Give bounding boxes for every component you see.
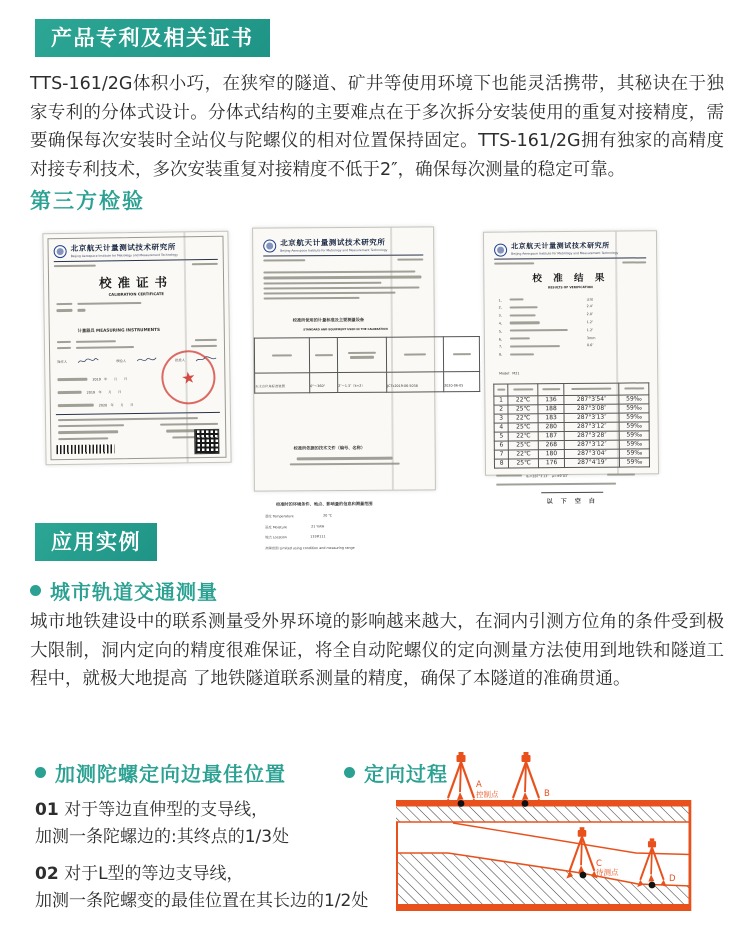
text-line xyxy=(494,262,534,265)
date-value: 2020 年 月 日 xyxy=(98,403,134,408)
text-line xyxy=(195,338,217,340)
text-line xyxy=(510,353,534,355)
signature-operator xyxy=(57,356,99,366)
table-cell: 136 xyxy=(538,395,564,404)
signature-scribble xyxy=(77,356,99,365)
table-cell: 287°3′12″ xyxy=(564,440,619,449)
label-a-sub: 控制点 xyxy=(476,790,499,799)
sig-label: 操作人 xyxy=(57,360,68,365)
text-line xyxy=(496,474,522,476)
table-cell: 59‰ xyxy=(619,430,649,439)
sight-line xyxy=(453,823,691,855)
point-d-dot xyxy=(649,882,656,889)
env-value: 20 ℃ xyxy=(323,513,332,518)
table-footer-row2 xyxy=(496,482,648,486)
table-cell: 22℃ xyxy=(508,395,538,404)
position-item-1 xyxy=(35,795,268,820)
cert1-title-en: CALIBRATION CERTIFICATE xyxy=(108,292,164,298)
item-number: 1、 xyxy=(498,298,504,303)
footer-values: α₀=287°3′13″ μ=±9″03″ xyxy=(526,473,569,478)
institute-name-cn: 北京航天计量测试技术研究所 xyxy=(280,237,386,248)
table-cell: 25℃ xyxy=(509,458,539,467)
text-line xyxy=(510,329,568,332)
field-row xyxy=(56,307,216,311)
cell-text: 2020-06-05 xyxy=(444,384,464,389)
standards-heading-wrap xyxy=(254,307,434,334)
label-c: C xyxy=(596,859,602,869)
label-a: A xyxy=(476,780,482,790)
cert3-table-body xyxy=(494,394,650,467)
institute-logo-icon xyxy=(494,243,507,256)
text-line xyxy=(57,378,87,381)
table-cell: 4 xyxy=(494,423,508,432)
text-line xyxy=(404,354,426,356)
sig-label: 批准人 xyxy=(175,358,186,363)
table-cell: 5 xyxy=(494,432,508,441)
cert3-title: 校 准 结 果 xyxy=(532,272,609,285)
table-cell xyxy=(387,372,444,392)
text-line xyxy=(58,424,124,427)
text-line xyxy=(54,265,96,268)
table-cell: 287°3′28″ xyxy=(564,431,619,440)
text-line xyxy=(510,337,530,339)
patent-paragraph: TTS-161/2G体积小巧，在狭窄的隧道、矿井等使用环境下也能灵活携带，其秘诀在于独家专利的分体式设计。分体式结构的主要难点在于多次拆分安装使用的重复对接精度，需要确保每次安装时全站仪与陀螺仪的相对位置保持固定。TTS-161/2G拥有独家的高精度对接专利技术，多次安装重复对接精度不低于2″，确保每次测量的稳定可靠。 xyxy=(30,74,724,180)
field-row xyxy=(57,345,217,349)
point-b-dot xyxy=(522,800,529,807)
cell-text: JCTx2019-06-5038 xyxy=(387,384,419,389)
table-header-cell xyxy=(619,382,649,394)
cert-header xyxy=(54,241,218,260)
env-heading-wrap xyxy=(255,490,435,510)
table-cell: 22℃ xyxy=(509,449,539,458)
text-line xyxy=(510,306,538,308)
item-number: 3、 xyxy=(498,313,505,318)
env-label: 湿度 Moisture xyxy=(265,525,288,530)
text-line xyxy=(542,388,560,390)
text-line xyxy=(607,473,635,475)
field-row xyxy=(56,301,216,305)
bottom-bar xyxy=(396,904,691,911)
text-line xyxy=(57,347,71,349)
table-cell: 268 xyxy=(538,440,564,449)
env-label: 温度 Temperature xyxy=(265,514,294,519)
table-cell: 183 xyxy=(538,413,564,422)
table-cell: 188 xyxy=(538,404,564,413)
text-line xyxy=(263,281,381,284)
table-header-cell xyxy=(254,338,309,373)
text-line xyxy=(348,352,376,354)
text-line xyxy=(58,417,198,421)
standards-heading-en: STANDARD AND EQUIPMENT USED IN THE CALIBRATION xyxy=(303,327,388,332)
position-item-2-line2: 加测一条陀螺变的最佳位置在其长边的1/2处 xyxy=(35,891,369,911)
certificate-standards-page xyxy=(252,226,464,551)
doc-heading: 校准所依据的技术文件（编号、名称） xyxy=(293,445,366,452)
right-edge-line xyxy=(689,800,692,911)
tripod-icon-a xyxy=(445,752,478,806)
table-cell xyxy=(255,373,310,393)
address-row xyxy=(58,423,218,427)
item-number: 01 xyxy=(35,800,59,820)
item-value: 2.4″ xyxy=(586,304,593,309)
text-line xyxy=(263,286,419,289)
item-number: 02 xyxy=(35,864,59,884)
institute-logo-icon xyxy=(54,245,67,258)
table-cell: 287°4′19″ xyxy=(565,458,620,467)
table-cell: 187 xyxy=(538,431,564,440)
text-line xyxy=(58,431,118,434)
text-line xyxy=(397,258,423,260)
table-cell: 22℃ xyxy=(508,413,538,422)
barcode xyxy=(56,444,114,454)
item-value: 1.2″ xyxy=(586,320,594,325)
table-cell xyxy=(338,373,387,393)
item-value: 3mm xyxy=(586,335,596,340)
heading-label: 城市轨道交通测量 xyxy=(50,580,218,604)
badge-label: 应用实例 xyxy=(51,530,141,554)
left-edge-line xyxy=(396,822,398,911)
table-header-cell xyxy=(444,337,480,372)
text-line xyxy=(622,261,646,263)
cell-text: 0°～360° xyxy=(310,384,326,389)
text-line xyxy=(297,457,393,460)
text-line xyxy=(76,346,134,349)
env-row xyxy=(265,511,425,521)
env-label: 测量范围 Limited using condition and measuring range xyxy=(265,545,355,551)
env-value: 133#111 xyxy=(310,534,326,539)
date-value: 2019 年 月 日 xyxy=(86,390,122,395)
text-line xyxy=(264,292,396,295)
text-line xyxy=(77,309,85,311)
item-value: 2.0″ xyxy=(586,312,593,317)
urban-rail-heading xyxy=(30,576,218,605)
point-a-dot xyxy=(458,800,465,807)
text-line xyxy=(315,354,333,356)
institute-logo-icon xyxy=(263,239,276,252)
standards-heading-cn: 校准所使用的计量标准及主要测量设备 xyxy=(292,317,365,324)
table-cell: 6 xyxy=(494,441,508,450)
text-line xyxy=(58,437,108,440)
cert-meta-row xyxy=(54,263,218,267)
table-cell: 180 xyxy=(538,449,564,458)
text-line xyxy=(350,356,374,358)
cert1-title: 校准证书 xyxy=(98,274,174,291)
cert-meta-row xyxy=(263,258,423,261)
table-cell: 59‰ xyxy=(619,403,649,412)
table-cell: 176 xyxy=(538,458,564,467)
cell-text: 2″～1.3″（k=2） xyxy=(338,384,365,389)
bullet-icon xyxy=(344,767,355,778)
standards-table-header xyxy=(254,337,479,374)
table-cell: 25℃ xyxy=(509,440,539,449)
institute-name-en: Beijing Aerospace Institute for Metrology and Measurement Technology xyxy=(280,248,388,253)
header-rule xyxy=(263,254,423,256)
cert3-title-en: RESULTS OF VERIFICATION xyxy=(548,285,593,290)
table-cell: 287°3′12″ xyxy=(564,422,619,431)
table-cell: 280 xyxy=(538,422,564,431)
item-text: 对于等边直伸型的支导线， xyxy=(58,800,269,820)
table-cell: 59‰ xyxy=(620,457,650,466)
text-line xyxy=(192,263,218,266)
bullet-icon xyxy=(35,767,46,778)
text-line xyxy=(290,462,400,465)
header-rule xyxy=(494,257,646,259)
signature-scribble xyxy=(136,356,158,365)
cell-text: 天文方位角标准装置 xyxy=(255,384,285,389)
results-list xyxy=(484,294,657,358)
label-d: D xyxy=(669,874,676,884)
env-row xyxy=(265,542,425,552)
text-line xyxy=(513,388,533,390)
table-header-cell xyxy=(508,383,538,395)
results-table xyxy=(493,382,650,468)
cert-fold-line xyxy=(183,232,188,462)
upper-ground-hatch xyxy=(396,807,691,823)
table-cell: 22℃ xyxy=(508,431,538,440)
text-line xyxy=(76,340,116,343)
qr-code xyxy=(195,430,218,453)
cert2-paragraph-lines xyxy=(263,271,423,300)
field-row xyxy=(57,338,217,342)
table-cell: 25℃ xyxy=(508,422,538,431)
text-line xyxy=(510,314,536,316)
env-value: 21 %RH xyxy=(310,524,325,529)
surface-bar xyxy=(396,800,691,807)
item-value: 正常 xyxy=(586,297,593,302)
institute-name-en: Beijing Aerospace Institute for Metrology and Measurement Technology xyxy=(511,251,619,256)
text-line xyxy=(571,388,611,391)
table-cell: 287°3′04″ xyxy=(564,449,619,458)
text-line xyxy=(77,302,141,305)
stamp-star-icon: ★ xyxy=(179,366,197,388)
institute-name-cn: 北京航天计量测试技术研究所 xyxy=(70,242,176,253)
section-badge-applications xyxy=(35,523,157,561)
text-line xyxy=(510,345,560,348)
table-header-cell xyxy=(494,384,508,396)
table-header-cell xyxy=(338,338,387,373)
table-header-cell xyxy=(387,337,444,372)
table-cell: 59‰ xyxy=(619,439,649,448)
result-item xyxy=(499,349,643,358)
item-value: 1.2″ xyxy=(586,328,594,333)
table-cell xyxy=(310,373,338,393)
item-value: 0.6″ xyxy=(586,343,594,348)
table-cell: 59‰ xyxy=(620,448,650,457)
doc-heading-wrap xyxy=(255,435,435,466)
table-cell: 287°3′54″ xyxy=(564,395,619,404)
heading-label: 定向过程 xyxy=(364,762,448,786)
text-line xyxy=(58,404,94,407)
badge-label: 产品专利及相关证书 xyxy=(51,26,254,50)
table-cell: 3 xyxy=(494,414,508,423)
application-paragraph: 城市地铁建设中的联系测量受外界环境的影响越来越大，在洞内引测方位角的条件受到极大限制，洞内定向的精度很难保证，将全自动陀螺仪的定向测量方法使用到地铁和隧道工程中，就极大地提高 了地铁隧道联系测量的精度，确保了本隧道的准确贯通。 xyxy=(30,612,724,689)
table-cell: 287°3′13″ xyxy=(564,413,619,422)
standards-table xyxy=(254,336,480,394)
env-row xyxy=(265,532,425,542)
item-number: 2、 xyxy=(498,306,505,310)
third-party-heading: 第三方检验 xyxy=(30,189,145,213)
instruments-heading: 计量器具 MEASURING INSTRUMENTS xyxy=(77,326,161,334)
tripod-icon-b xyxy=(510,752,543,806)
env-row xyxy=(265,521,425,531)
table-cell: 59‰ xyxy=(619,421,649,430)
text-line xyxy=(264,297,360,300)
item-number: 7、 xyxy=(498,345,505,349)
text-line xyxy=(496,482,616,485)
table-cell xyxy=(444,372,480,392)
text-line xyxy=(263,276,421,279)
date-value: 2019 年 月 日 xyxy=(92,377,128,382)
table-cell: 59‰ xyxy=(619,394,649,403)
item-number: 5、 xyxy=(498,329,505,334)
table-cell: 59‰ xyxy=(619,412,649,421)
table-header-cell xyxy=(564,383,619,395)
institute-name-cn: 北京航天计量测试技术研究所 xyxy=(511,241,610,251)
model-note-wrap xyxy=(499,359,643,379)
results-table-row xyxy=(494,457,649,467)
table-cell: 2 xyxy=(494,405,508,414)
heading-label: 加测陀螺定向边最佳位置 xyxy=(55,762,286,786)
label-b: B xyxy=(544,789,550,799)
divider xyxy=(56,412,220,415)
orientation-process-diagram xyxy=(396,744,696,919)
tripod-icon-d xyxy=(637,838,667,887)
sig-label: 核验人 xyxy=(116,359,127,364)
standards-table-row xyxy=(255,372,480,394)
position-item-2 xyxy=(35,859,244,884)
table-cell: 25℃ xyxy=(508,404,538,413)
point-c-dot xyxy=(580,872,587,879)
best-position-heading xyxy=(35,758,286,787)
text-line xyxy=(272,355,292,357)
env-label: 地点 Location xyxy=(265,535,287,540)
bullet-icon xyxy=(30,585,41,596)
item-number: 4、 xyxy=(498,321,505,326)
table-footer-row xyxy=(496,470,648,480)
table-cell: 7 xyxy=(494,450,508,459)
text-line xyxy=(57,340,71,342)
text-line xyxy=(510,298,524,300)
divider xyxy=(541,491,603,493)
env-heading: 校准时的环境条件、地点、影响量的信息和测量范围 xyxy=(275,501,373,507)
text-line xyxy=(56,303,72,305)
table-cell: 1 xyxy=(494,396,508,405)
cert-header xyxy=(263,236,423,254)
text-line xyxy=(497,389,505,391)
text-line xyxy=(263,271,415,274)
item-number: 6、 xyxy=(498,337,505,342)
section-badge-patents xyxy=(35,19,270,57)
table-header-cell xyxy=(538,383,564,395)
text-line xyxy=(191,345,217,348)
text-line xyxy=(263,259,305,261)
text-line xyxy=(453,353,471,355)
note-row xyxy=(58,417,218,421)
text-line xyxy=(56,309,72,311)
text-line xyxy=(160,423,218,426)
text-line xyxy=(58,391,82,394)
text-line xyxy=(624,387,644,389)
item-text: 对于L型的等边支导线， xyxy=(58,864,244,884)
blank-below-note: 以 下 空 白 xyxy=(546,497,598,505)
certificate-results-page xyxy=(483,230,659,505)
table-header-cell xyxy=(309,338,338,373)
text-line xyxy=(510,322,540,324)
signature-inspector xyxy=(116,356,158,366)
cert-meta-row xyxy=(494,261,646,265)
table-cell: 8 xyxy=(494,459,508,468)
institute-name-en: Beijing Aerospace Institute for Metrology and Measurement Technology xyxy=(70,253,178,259)
item-number: 8、 xyxy=(498,352,505,357)
cert-header xyxy=(494,240,646,257)
label-c-sub: 待测点 xyxy=(596,868,619,877)
instruments-heading-wrap xyxy=(45,315,229,337)
certificate-calibration-cert xyxy=(42,231,231,466)
model-note: Model：M21 xyxy=(499,371,520,376)
position-item-1-line2: 加测一条陀螺边的:其终点的1/3处 xyxy=(35,827,290,847)
table-cell: 287°3′08″ xyxy=(564,404,619,413)
